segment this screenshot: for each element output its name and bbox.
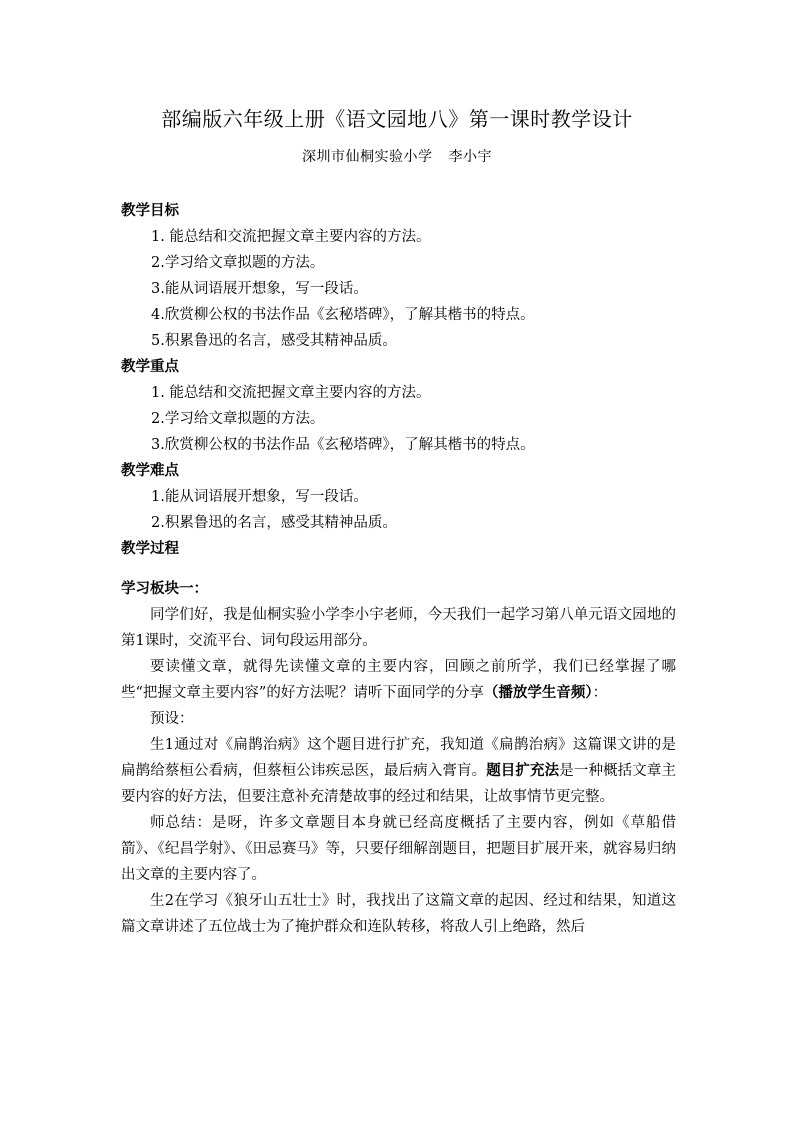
list-item: 3.欣赏柳公权的书法作品《玄秘塔碑》，了解其楷书的特点。 <box>151 437 535 453</box>
document-title: 部编版六年级上册《语文园地八》第一课时教学设计 <box>161 107 633 131</box>
paragraph-2-tail: ： <box>592 685 608 701</box>
list-item: 4.欣赏柳公权的书法作品《玄秘塔碑》，了解其楷书的特点。 <box>151 307 535 323</box>
spacer <box>121 562 676 576</box>
paragraph-4-tail: 是一种概括文章主要内容的好方法，但要注意补充清楚故事的经过和结果，让故事情节更完整。 <box>121 763 677 805</box>
section-heading-difficulties: 教学难点 <box>121 463 179 479</box>
section-heading-key-points: 教学重点 <box>121 359 179 375</box>
paragraph-4-text: 生1通过对《扁鹊治病》这个题目进行扩充，我知道《扁鹊治病》这篇课文讲的是扁鹊给蔡桓公看病，但蔡桓公讳疾忌医，最后病入膏肓。 <box>121 737 676 779</box>
author-line <box>0 146 794 166</box>
list-item: 2.积累鲁迅的名言，感受其精神品质。 <box>151 515 397 531</box>
author-name: 李小宇 <box>448 149 492 165</box>
paragraph-3: 预设： <box>150 711 194 727</box>
paragraph-2 <box>121 654 676 706</box>
list-item: 1. 能总结和交流把握文章主要内容的方法。 <box>151 385 431 401</box>
list-item: 1. 能总结和交流把握文章主要内容的方法。 <box>151 229 431 245</box>
section-heading-process: 教学过程 <box>121 541 179 557</box>
paragraph-5: 师总结：是呀，许多文章题目本身就已经高度概括了主要内容，例如《草船借箭》、《纪昌学射》、《田忌赛马》等，只要仔细解剖题目，把题目扩展开来，就容易归纳出文章的主要内容了。 <box>121 815 676 883</box>
section-heading-objectives: 教学目标 <box>121 203 179 219</box>
list-item: 1.能从词语展开想象，写一段话。 <box>151 489 368 505</box>
list-item: 5.积累鲁迅的名言，感受其精神品质。 <box>151 333 397 349</box>
paragraph-6: 生2在学习《狼牙山五壮士》时，我找出了这篇文章的起因、经过和结果，知道这篇文章讲述了五位战士为了掩护群众和连队转移，将敌人引上绝路，然后 <box>121 893 676 935</box>
paragraph-2-text: 要读懂文章，就得先读懂文章的主要内容，回顾之前所学，我们已经掌握了哪些“把握文章主要内容”的好方法呢？请听下面同学的分享 <box>121 659 676 701</box>
paragraph-1: 同学们好，我是仙桐实验小学李小宇老师，今天我们一起学习第八单元语文园地的第1课时，交流平台、词句段运用部分。 <box>121 607 676 649</box>
document-body <box>121 198 676 940</box>
paragraph-2-bold: （播放学生音频） <box>483 685 593 701</box>
list-item: 3.能从词语展开想象，写一段话。 <box>151 281 368 297</box>
paragraph-4-bold: 题目扩充法 <box>486 763 560 779</box>
paragraph-4 <box>121 732 676 810</box>
list-item: 2.学习给文章拟题的方法。 <box>151 255 325 271</box>
list-item: 2.学习给文章拟题的方法。 <box>151 411 325 427</box>
author-school: 深圳市仙桐实验小学 <box>302 149 433 165</box>
module-title: 学习板块一： <box>121 581 208 597</box>
